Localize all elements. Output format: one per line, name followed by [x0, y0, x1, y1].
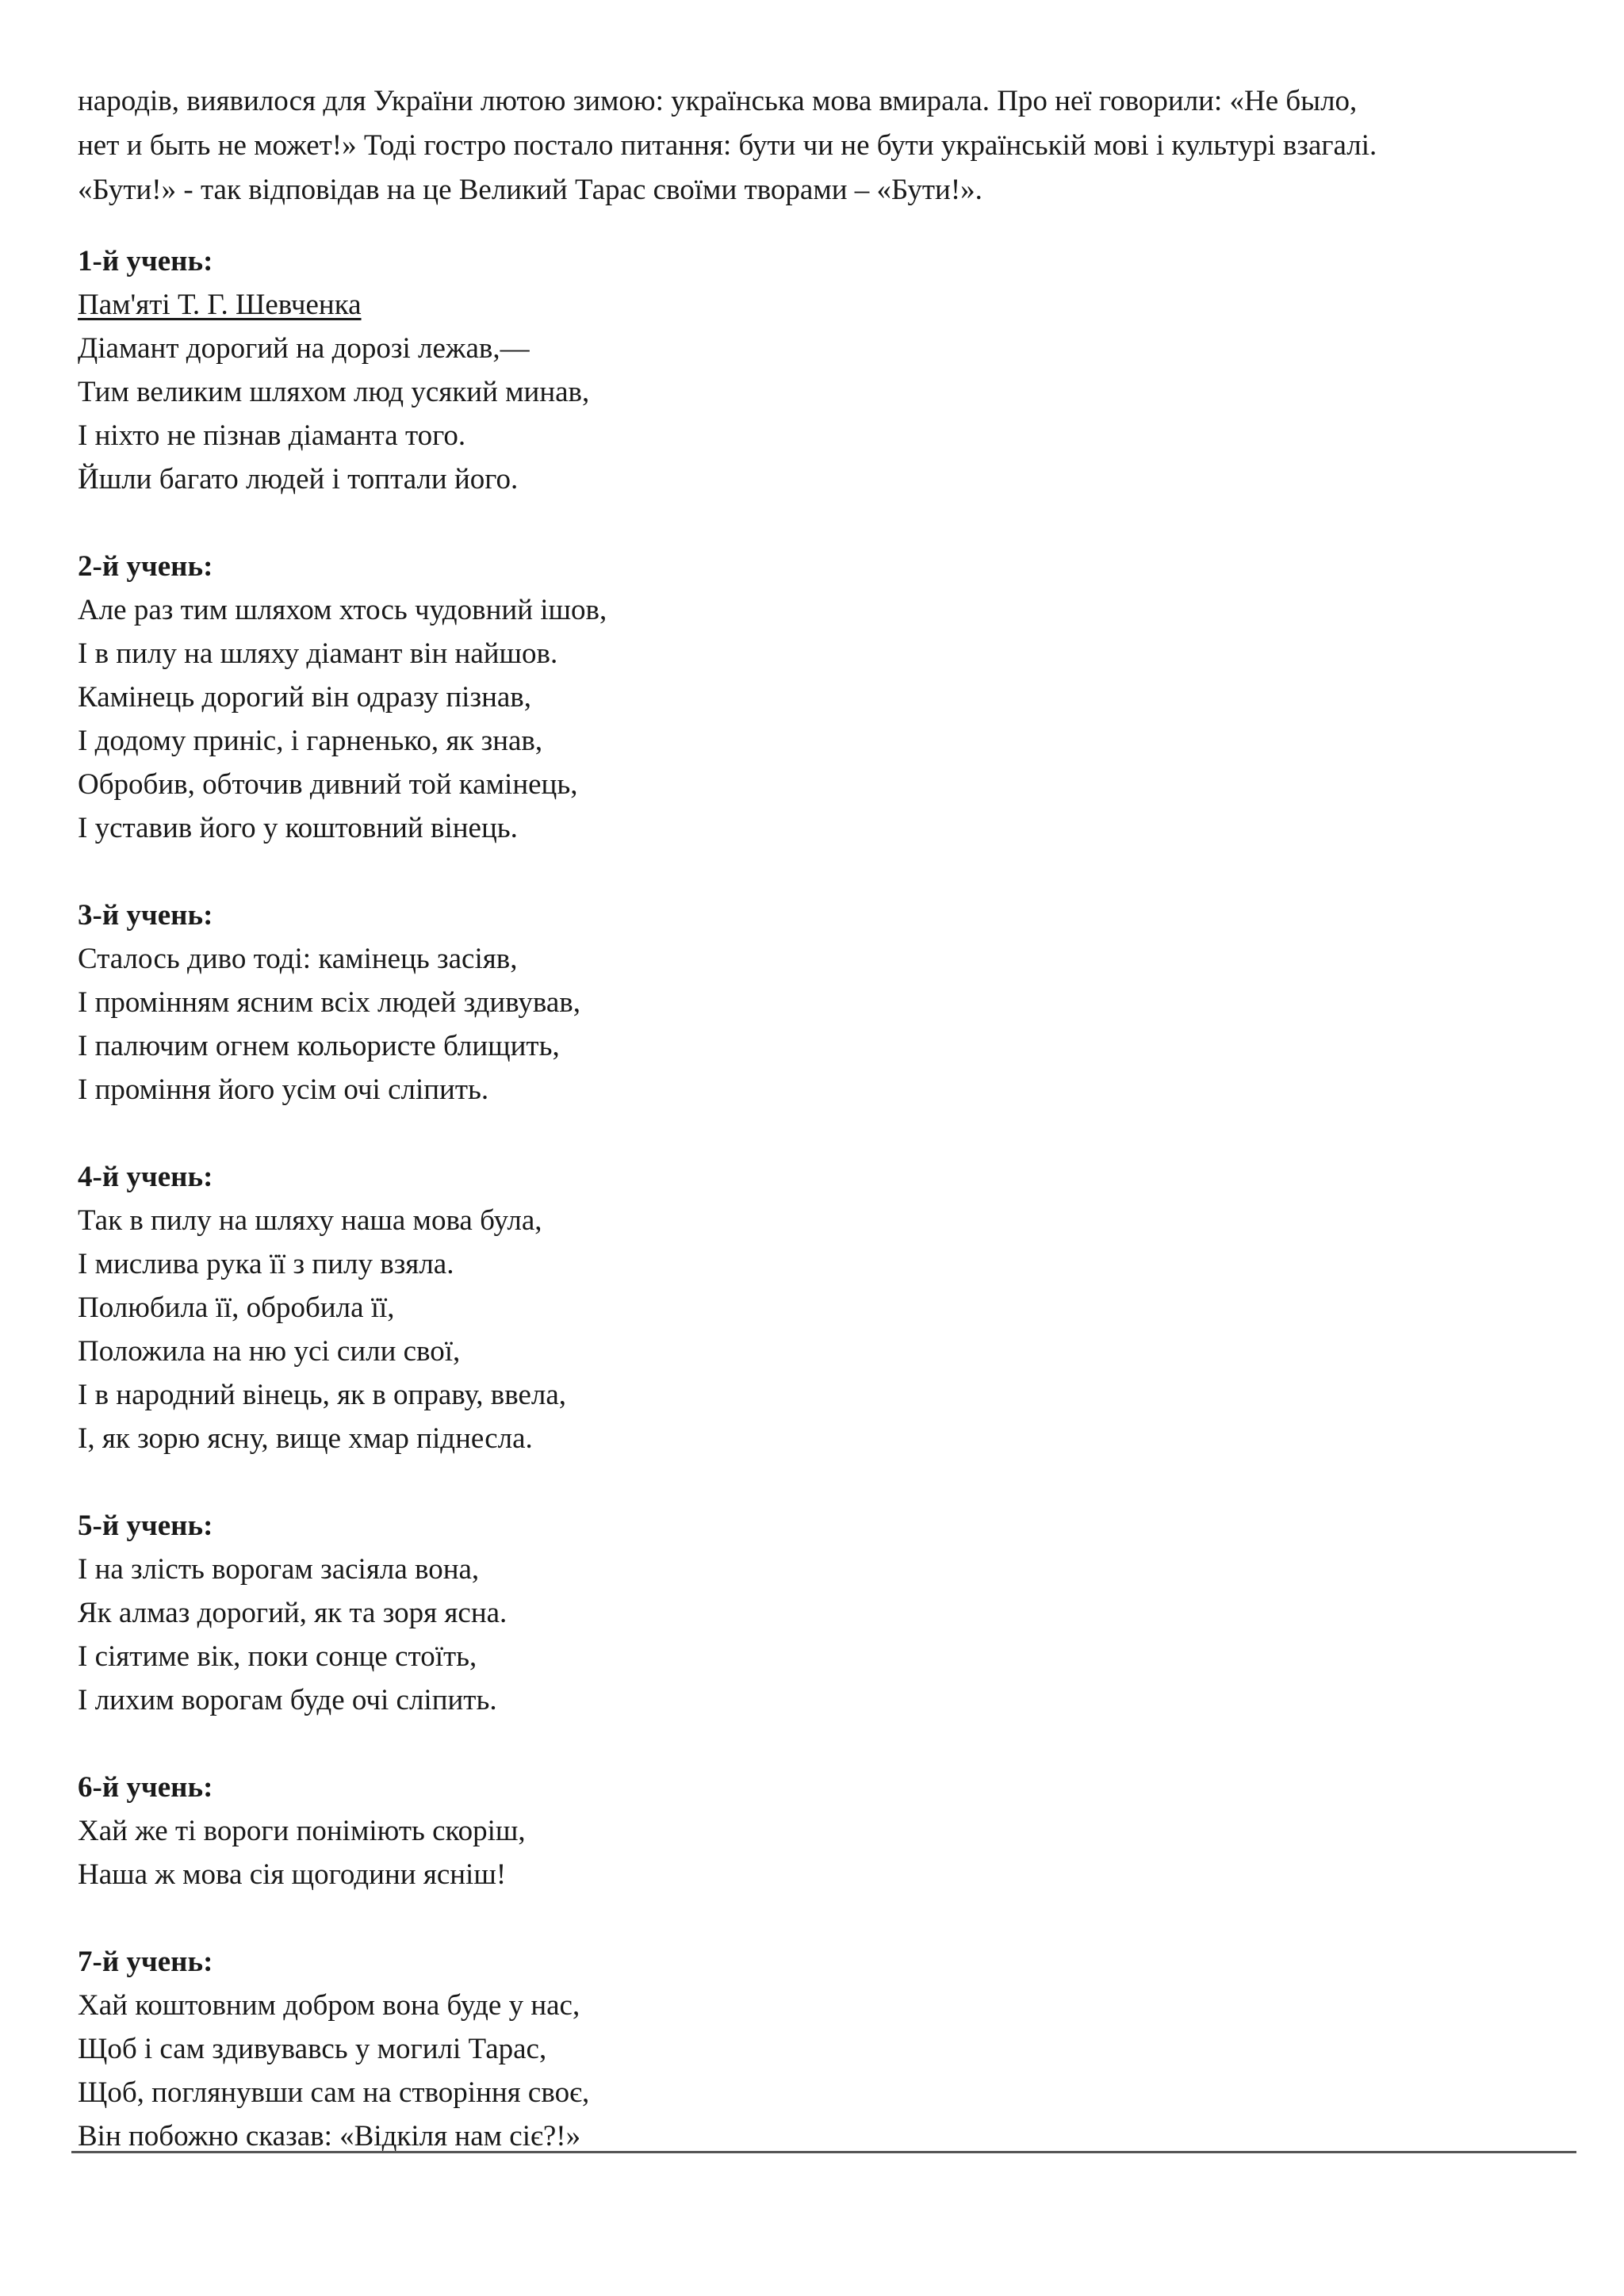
student-section-4	[78, 1155, 1505, 1460]
poem-content	[78, 239, 1505, 2202]
poem-line: Так в пилу на шляху наша мова була,	[78, 1204, 542, 1237]
poem-line: Хай коштовним добром вона буде у нас,	[78, 1989, 580, 2022]
poem-line: І ніхто не пізнав діаманта того.	[78, 419, 466, 452]
poem-line: Обробив, обточив дивний той камінець,	[78, 768, 578, 801]
poem-line: І промінням ясним всіх людей здивував,	[78, 986, 580, 1019]
intro-line: народів, виявилося для України лютою зимою: українська мова вмирала. Про неї говорили: «Не было,	[78, 85, 1358, 117]
poem-line: Наша ж мова сія щогодини ясніш!	[78, 1858, 507, 1891]
intro-paragraph	[78, 79, 1568, 212]
speaker-label: 6-й учень:	[78, 1771, 213, 1804]
poem-line: І уставив його у коштовний вінець.	[78, 812, 518, 844]
poem-line: Полюбила її, обробила її,	[78, 1292, 395, 1324]
poem-line: І проміння його усім очі сліпить.	[78, 1073, 489, 1106]
poem-line: І на злість ворогам засіяла вона,	[78, 1553, 480, 1586]
poem-line: Але раз тим шляхом хтось чудовний ішов,	[78, 594, 607, 626]
student-section-1	[78, 239, 1505, 501]
student-section-3	[78, 894, 1505, 1112]
poem-line: Як алмаз дорогий, як та зоря ясна.	[78, 1597, 508, 1629]
poem-line: Щоб, поглянувши сам на створіння своє,	[78, 2076, 590, 2109]
poem-line: Діамант дорогий на дорозі лежав,—	[78, 332, 530, 365]
poem-line: Тим великим шляхом люд усякий минав,	[78, 376, 590, 408]
student-section-6	[78, 1766, 1505, 1896]
speaker-label: 4-й учень:	[78, 1161, 213, 1193]
student-section-7	[78, 1940, 1505, 2158]
intro-line: нет и быть не может!» Тоді гостро постало питання: бути чи не бути українській мові і культурі взагалі.	[78, 129, 1377, 162]
poem-line: Хай же ті вороги поніміють скоріш,	[78, 1815, 526, 1847]
poem-line: І сіятиме вік, поки сонце стоїть,	[78, 1640, 477, 1673]
poem-line: І додому приніс, і гарненько, як знав,	[78, 725, 543, 757]
poem-line: Щоб і сам здивувавсь у могилі Тарас,	[78, 2033, 547, 2065]
poem-line: І палючим огнем кольористе блищить,	[78, 1030, 560, 1062]
poem-line: І лихим ворогам буде очі сліпить.	[78, 1684, 497, 1716]
intro-line: «Бути!» - так відповідав на це Великий Тарас своїми творами – «Бути!».	[78, 174, 982, 206]
speaker-label: 7-й учень:	[78, 1946, 213, 1978]
poem-line: Положила на ню усі сили свої,	[78, 1335, 461, 1368]
speaker-label: 3-й учень:	[78, 899, 213, 932]
speaker-label: 2-й учень:	[78, 550, 213, 583]
student-section-2	[78, 545, 1505, 850]
poem-line: І мислива рука її з пилу взяла.	[78, 1248, 454, 1280]
poem-line: Він побожно сказав: «Відкіля нам сіє?!»	[78, 2120, 581, 2152]
poem-line: Йшли багато людей і топтали його.	[78, 463, 519, 496]
speaker-label: 5-й учень:	[78, 1510, 213, 1542]
speaker-label: 1-й учень:	[78, 245, 213, 277]
poem-line: Сталось диво тоді: камінець засіяв,	[78, 943, 518, 975]
poem-line: І в пилу на шляху діамант він найшов.	[78, 637, 558, 670]
student-section-5	[78, 1504, 1505, 1722]
poem-line: І в народний вінець, як в оправу, ввела,	[78, 1379, 567, 1411]
poem-line: Камінець дорогий він одразу пізнав,	[78, 681, 532, 714]
poem-title: Пам'яті Т. Г. Шевченка	[78, 289, 362, 321]
footer-divider	[71, 2151, 1576, 2153]
poem-line: І, як зорю ясну, вище хмар піднесла.	[78, 1422, 533, 1455]
